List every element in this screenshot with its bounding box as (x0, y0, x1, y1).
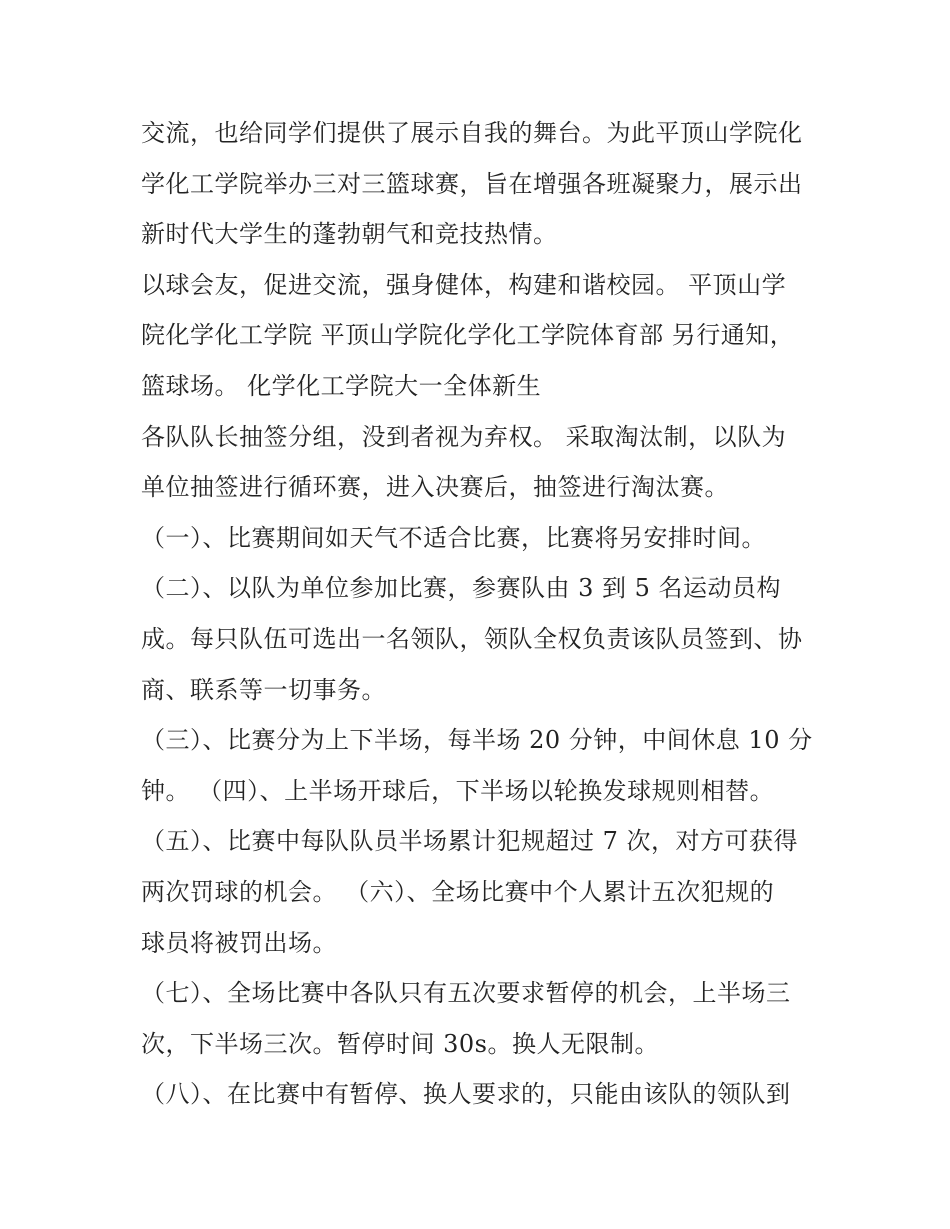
text-line: 球员将被罚出场。 (141, 928, 337, 957)
text-line: 以球会友，促进交流，强身健体，构建和谐校园。 平顶山学 (141, 270, 787, 299)
text-line: （七）、全场比赛中各队只有五次要求暂停的机会，上半场三 (141, 979, 791, 1008)
text-line: 新时代大学生的蓬勃朝气和竞技热情。 (141, 220, 558, 249)
text-line: （八）、在比赛中有暂停、换人要求的，只能由该队的领队到 (141, 1080, 791, 1109)
text-line: 两次罚球的机会。 （六）、全场比赛中个人累计五次犯规的 (141, 877, 775, 906)
text-line: 篮球场。 化学化工学院大一全体新生 (141, 371, 542, 400)
text-line: 各队队长抽签分组，没到者视为弃权。 采取淘汰制，以队为 (141, 422, 787, 451)
text-line: （二）、以队为单位参加比赛，参赛队由 3 到 5 名运动员构 (141, 574, 782, 603)
text-line: 交流，也给同学们提供了展示自我的舞台。为此平顶山学院化 (141, 119, 803, 147)
text-line: 成。每只队伍可选出一名领队，领队全权负责该队员签到、协 (141, 624, 803, 653)
text-line: （一）、比赛期间如天气不适合比赛，比赛将另安排时间。 (141, 523, 766, 552)
text-line: 钟。 （四）、上半场开球后，下半场以轮换发球规则相替。 (141, 776, 775, 805)
text-line: 次，下半场三次。暂停时间 30s。换人无限制。 (141, 1029, 659, 1058)
text-line: 单位抽签进行循环赛，进入决赛后，抽签进行淘汰赛。 (141, 473, 729, 502)
text-line: （三）、比赛分为上下半场，每半场 20 分钟，中间休息 10 分 (141, 726, 813, 755)
text-line: （五）、比赛中每队队员半场累计犯规超过 7 次，对方可获得 (141, 827, 799, 856)
text-line: 商、联系等一切事务。 (141, 675, 386, 704)
body-text (141, 108, 821, 1120)
text-line: 学化工学院举办三对三篮球赛，旨在增强各班凝聚力，展示出 (141, 169, 803, 198)
text-line: 院化学化工学院 平顶山学院化学化工学院体育部 另行通知， (141, 321, 795, 350)
